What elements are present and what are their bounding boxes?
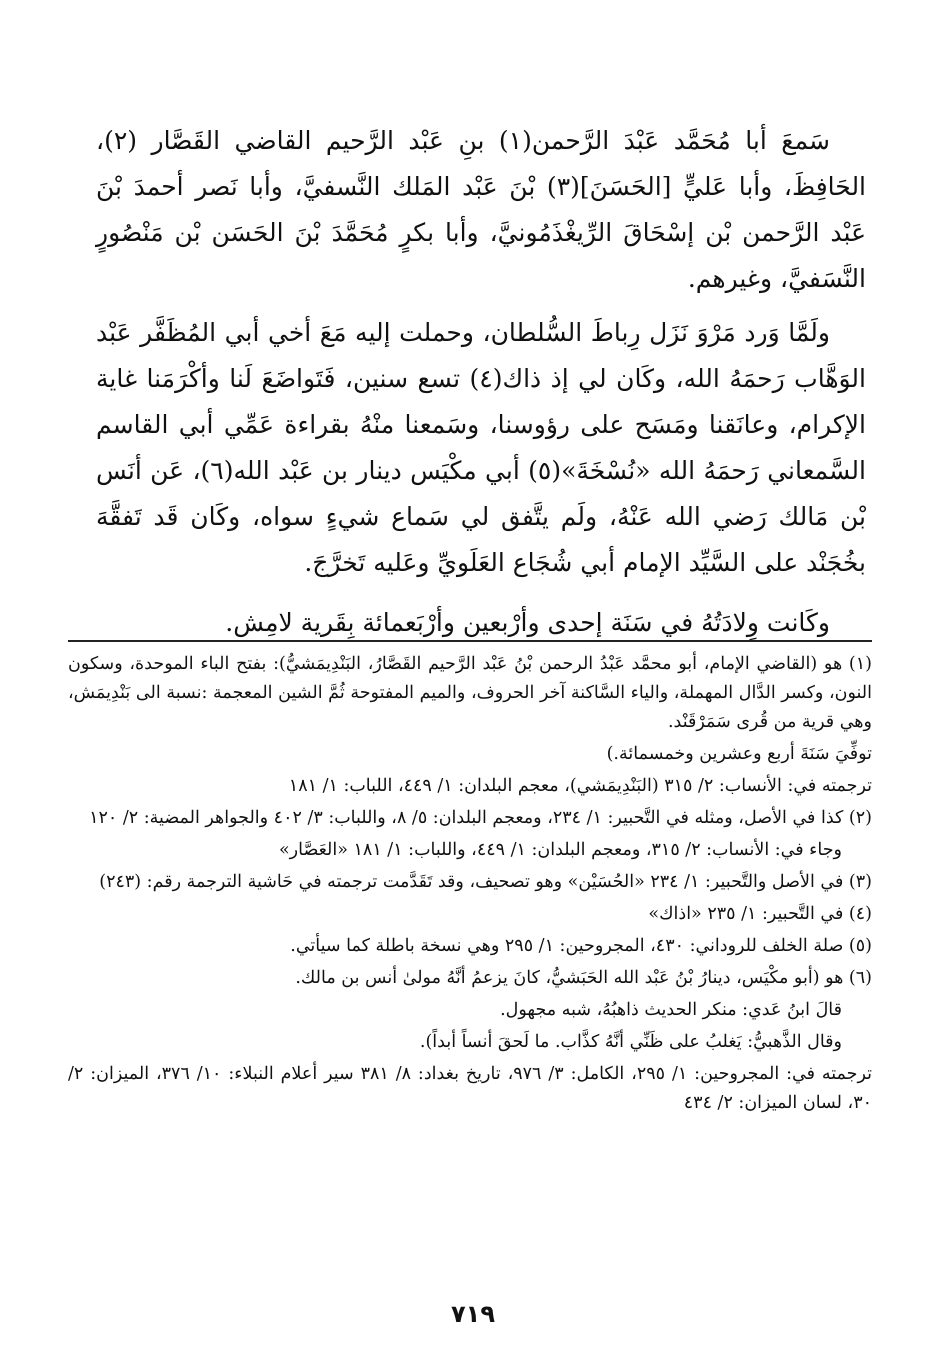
footnote-6-dhahabi: وقال الذَّهبيُّ: يَغلبُ على ظَنِّي أنَّهُ كذَّاب. ما لَحقَ أنساً أبداً). <box>419 1032 842 1052</box>
footnote-6-sources: ترجمته في: المجروحين: ١/ ٢٩٥، الكامل: ٣/ ٩٧٦، تاريخ بغداد: ٨/ ٣٨١ سير أعلام النبلاء: ١٠/ ٣٧٦، الميزان: ٢/ ٣٠، لسان الميزان: ٢/ ٤٣٤ <box>68 1064 872 1113</box>
paragraph-2: ولَمَّا وَرد مَرْوَ نَزَل رِباطَ السُّلطان، وحملت إليه مَعَ أخي أبي المُظَفَّر عَبْد الوَهَّاب رَحمَهُ الله، وكَان لي إذ ذاك(٤) تسع سنين، فَتَواضَعَ لَنا وأكْرَمَنا غاية الإكرام، وعانَقنا ومَسَح على رؤوسنا، وسَمعنا منْهُ بقراءة عَمِّي أبي القاسم السَّمعاني رَحمَهُ الله «نُسْخَةَ»(٥) أبي مكْيَس دينار بن عَبْد الله(٦)، عَن أنَس بْن مَالك رَضي الله عَنْهُ، ولَم يتَّفق لي سَماع شيءٍ سواه، وكَان قَد تَفقَّهَ بخُجَنْد على السَّيِّد الإمام أبي شُجَاع العَلَويِّ وعَليه تَخرَّجَ. <box>96 318 866 577</box>
footnote-1: (١) هو (القاضي الإمام، أبو محمَّد عَبْدُ الرحمن بْنُ عَبْد الرَّحيم القَصَّارُ، البَنْدِيمَشيُّ): بفتح الباء الموحدة، وسكون النون، وكسر الدَّال المهملة، والياء السَّاكنة آخر الحروف، والميم المفتوحة ثُمَّ الشين المعجمة :نسبة الى بَنْدِيمَش، وهي قرية من قُرى سَمَرْقَنْد. <box>68 654 872 732</box>
main-text <box>96 118 866 654</box>
footnote-3: (٣) في الأصل والتَّحبير: ١/ ٢٣٤ «الحُسَيْن» وهو تصحيف، وقد تَقَدَّمت ترجمته في حَاشية الترجمة رقم: (٢٤٣) <box>99 872 872 892</box>
footnote-5: (٥) صلة الخلف للروداني: ٤٣٠، المجروحين: ١/ ٢٩٥ وهي نسخة باطلة كما سيأتي. <box>290 936 872 956</box>
paragraph-3: وكَانت وِلادَتُهُ في سَنَة إحدى وأرْبعين وأرْبَعمائة بِقَرية لامِش. <box>225 608 830 637</box>
footnote-1-death: توفِّيَ سَنَةَ أربع وعشرين وخمسمائة.) <box>606 744 872 764</box>
footnote-2-note: وجاء في: الأنساب: ٢/ ٣١٥، ومعجم البلدان: ١/ ٤٤٩، واللباب: ١/ ١٨١ «العَصَّار» <box>278 840 842 860</box>
page-number: ٧١٩ <box>451 1300 495 1328</box>
footnote-6: (٦) هو (أبو مكْيَس، دينارُ بْنُ عَبْد الله الحَبَشيُّ، كانَ يزعمُ أنَّهُ مولىٰ أنس بن مالك. <box>295 968 872 988</box>
footnote-6-ibn-adi: قالَ ابنُ عَدي: منكر الحديث ذاهبُهُ، شبه مجهول. <box>500 1000 842 1020</box>
footnote-1-sources: ترجمته في: الأنساب: ٢/ ٣١٥ (البَنْدِيمَشي)، معجم البلدان: ١/ ٤٤٩، اللباب: ١/ ١٨١ <box>288 776 872 796</box>
footnote-divider <box>68 640 872 642</box>
footnote-4: (٤) في التَّحبير: ١/ ٢٣٥ «اذاك» <box>648 904 872 924</box>
footnote-2: (٢) كذا في الأصل، ومثله في التَّحبير: ١/ ٢٣٤، ومعجم البلدان: ٥/ ٨، واللباب: ٣/ ٤٠٢ والجواهر المضية: ٢/ ١٢٠ <box>89 808 872 828</box>
footnotes <box>68 650 872 1121</box>
paragraph-1: سَمعَ أبا مُحَمَّد عَبْدَ الرَّحمن(١) بنِ عَبْد الرَّحيم القاضي القَصَّار (٢)، الحَافِظَ، وأبا عَليٍّ [الحَسَنَ](٣) بْنَ عَبْد المَلك النَّسفيَّ، وأبا نَصر أحمدَ بْنَ عَبْد الرَّحمن بْن إسْحَاقَ الرِّيغْذَمُونيَّ، وأبا بكرٍ مُحَمَّدَ بْنَ الحَسَن بْن مَنْصُورٍ النَّسَفيَّ، وغيرهم. <box>96 126 867 293</box>
